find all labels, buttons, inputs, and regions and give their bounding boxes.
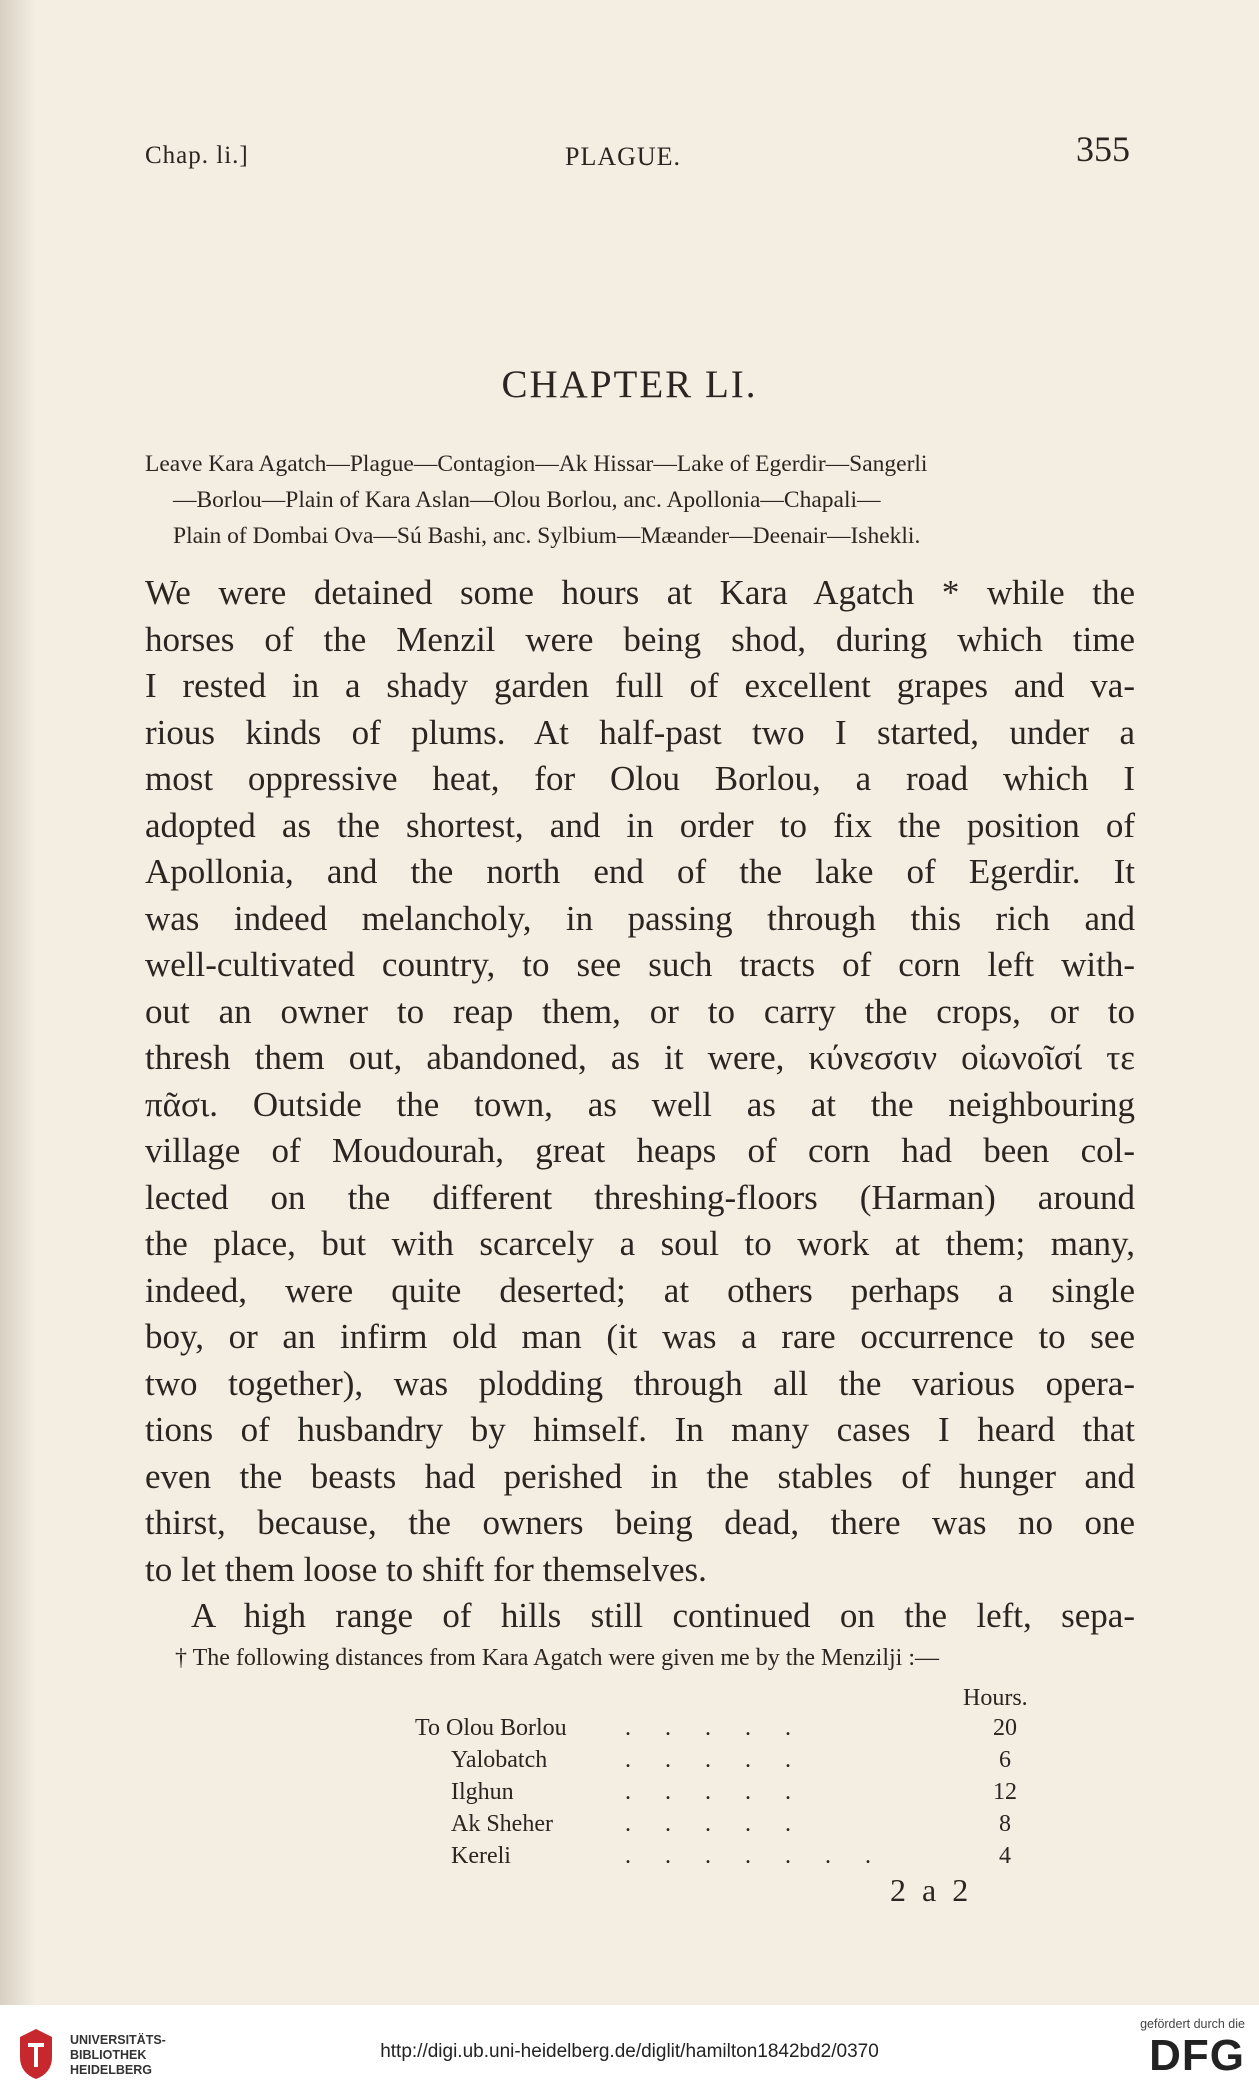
text-line: tions of husbandry by himself. In many cases I heard that bbox=[145, 1410, 1135, 1449]
text-line: was indeed melancholy, in passing through this rich and bbox=[145, 898, 1135, 938]
hours-value: 4 bbox=[999, 1843, 1011, 1869]
library-name: UNIVERSITÄTS- BIBLIOTHEK HEIDELBERG bbox=[70, 2033, 166, 2077]
page-number: 355 bbox=[1076, 129, 1130, 169]
text-line: indeed, were quite deserted; at others perhaps a single bbox=[145, 1270, 1135, 1310]
text-line: the place, but with scarcely a soul to work at them; many, bbox=[145, 1224, 1135, 1263]
place-name: Ilghun bbox=[451, 1779, 514, 1805]
text-line: lected on the different threshing-floors (Harman) around bbox=[145, 1177, 1135, 1217]
text-line: even the beasts had perished in the stables of hunger and bbox=[145, 1456, 1135, 1496]
text-line: boy, or an infirm old man (it was a rare occurrence to see bbox=[145, 1317, 1135, 1356]
text-line: thresh them out, abandoned, as it were, κύνεσσιν οἰωνοῖσί τε bbox=[145, 1038, 1135, 1077]
dfg-logo[interactable] bbox=[1105, 2017, 1245, 2093]
hours-value: 12 bbox=[993, 1779, 1017, 1805]
chapter-reference: Chap. li.] bbox=[145, 142, 249, 169]
text-line: to let them loose to shift for themselves. bbox=[145, 1549, 707, 1589]
place-name: To Olou Borlou bbox=[415, 1715, 567, 1741]
text-line: πᾶσι. Outside the town, as well as at the neighbouring bbox=[145, 1084, 1135, 1124]
hours-value: 20 bbox=[993, 1715, 1017, 1741]
footnote bbox=[145, 1642, 1135, 1869]
body-text bbox=[145, 570, 1135, 1640]
text-line: rious kinds of plums. At half-past two I started, under a bbox=[145, 712, 1135, 752]
hours-value: 6 bbox=[999, 1747, 1011, 1773]
text-line: two together), was plodding through all the various opera- bbox=[145, 1363, 1135, 1403]
table-row bbox=[415, 1840, 1015, 1872]
hours-value: 8 bbox=[999, 1811, 1011, 1837]
text-line: thirst, because, the owners being dead, there was no one bbox=[145, 1503, 1135, 1542]
funding-caption: gefördert durch die bbox=[1140, 2017, 1245, 2031]
leader-dots: . . . . . bbox=[625, 1747, 805, 1773]
place-name: Kereli bbox=[451, 1843, 511, 1869]
leader-dots: . . . . . . . bbox=[625, 1843, 885, 1869]
synopsis-line: Plain of Dombai Ova—Sú Bashi, anc. Sylbium—Mæander—Deenair—Ishekli. bbox=[173, 523, 921, 549]
place-name: Ak Sheher bbox=[451, 1811, 553, 1837]
dfg-wordmark: DFG bbox=[1149, 2031, 1245, 2080]
text-line: well-cultivated country, to see such tracts of corn left with- bbox=[145, 945, 1135, 984]
leader-dots: . . . . . bbox=[625, 1715, 805, 1741]
hours-header: Hours. bbox=[963, 1685, 1028, 1711]
text-line: out an owner to reap them, or to carry the crops, or to bbox=[145, 991, 1135, 1031]
chapter-title: CHAPTER LI. bbox=[501, 363, 758, 406]
paragraph-start: A high range of hills still continued on the left, sepa- bbox=[191, 1596, 1135, 1635]
viewer-footer bbox=[0, 2005, 1259, 2098]
footnote-text: † The following distances from Kara Agatch were given me by the Menzilji :— bbox=[175, 1645, 940, 1671]
leader-dots: . . . . . bbox=[625, 1811, 805, 1837]
text-line: adopted as the shortest, and in order to fix the position of bbox=[145, 805, 1135, 845]
running-title: PLAGUE. bbox=[565, 142, 682, 171]
leader-dots: . . . . . bbox=[625, 1779, 805, 1805]
text-line: We were detained some hours at Kara Agatch * while the bbox=[145, 573, 1135, 612]
signature-mark: 2 a 2 bbox=[890, 1872, 973, 1908]
synopsis-line: Leave Kara Agatch—Plague—Contagion—Ak Hissar—Lake of Egerdir—Sangerli bbox=[145, 451, 928, 477]
running-head bbox=[145, 128, 1130, 178]
table-row bbox=[415, 1776, 1015, 1808]
text-line: horses of the Menzil were being shod, during which time bbox=[145, 619, 1135, 659]
text-line: most oppressive heat, for Olou Borlou, a road which I bbox=[145, 759, 1135, 798]
chapter-synopsis bbox=[145, 446, 1135, 554]
table-row bbox=[415, 1744, 1015, 1776]
synopsis-line: —Borlou—Plain of Kara Aslan—Olou Borlou, anc. Apollonia—Chapali— bbox=[173, 487, 881, 513]
place-name: Yalobatch bbox=[451, 1747, 548, 1773]
table-row bbox=[415, 1712, 1015, 1744]
text-line: Apollonia, and the north end of the lake of Egerdir. It bbox=[145, 852, 1135, 891]
permalink-url[interactable]: http://digi.ub.uni-heidelberg.de/diglit/hamilton1842bd2/0370 bbox=[380, 2041, 879, 2062]
text-line: I rested in a shady garden full of excellent grapes and va- bbox=[145, 666, 1135, 705]
table-row bbox=[415, 1808, 1015, 1840]
text-line: village of Moudourah, great heaps of corn had been col- bbox=[145, 1131, 1135, 1170]
